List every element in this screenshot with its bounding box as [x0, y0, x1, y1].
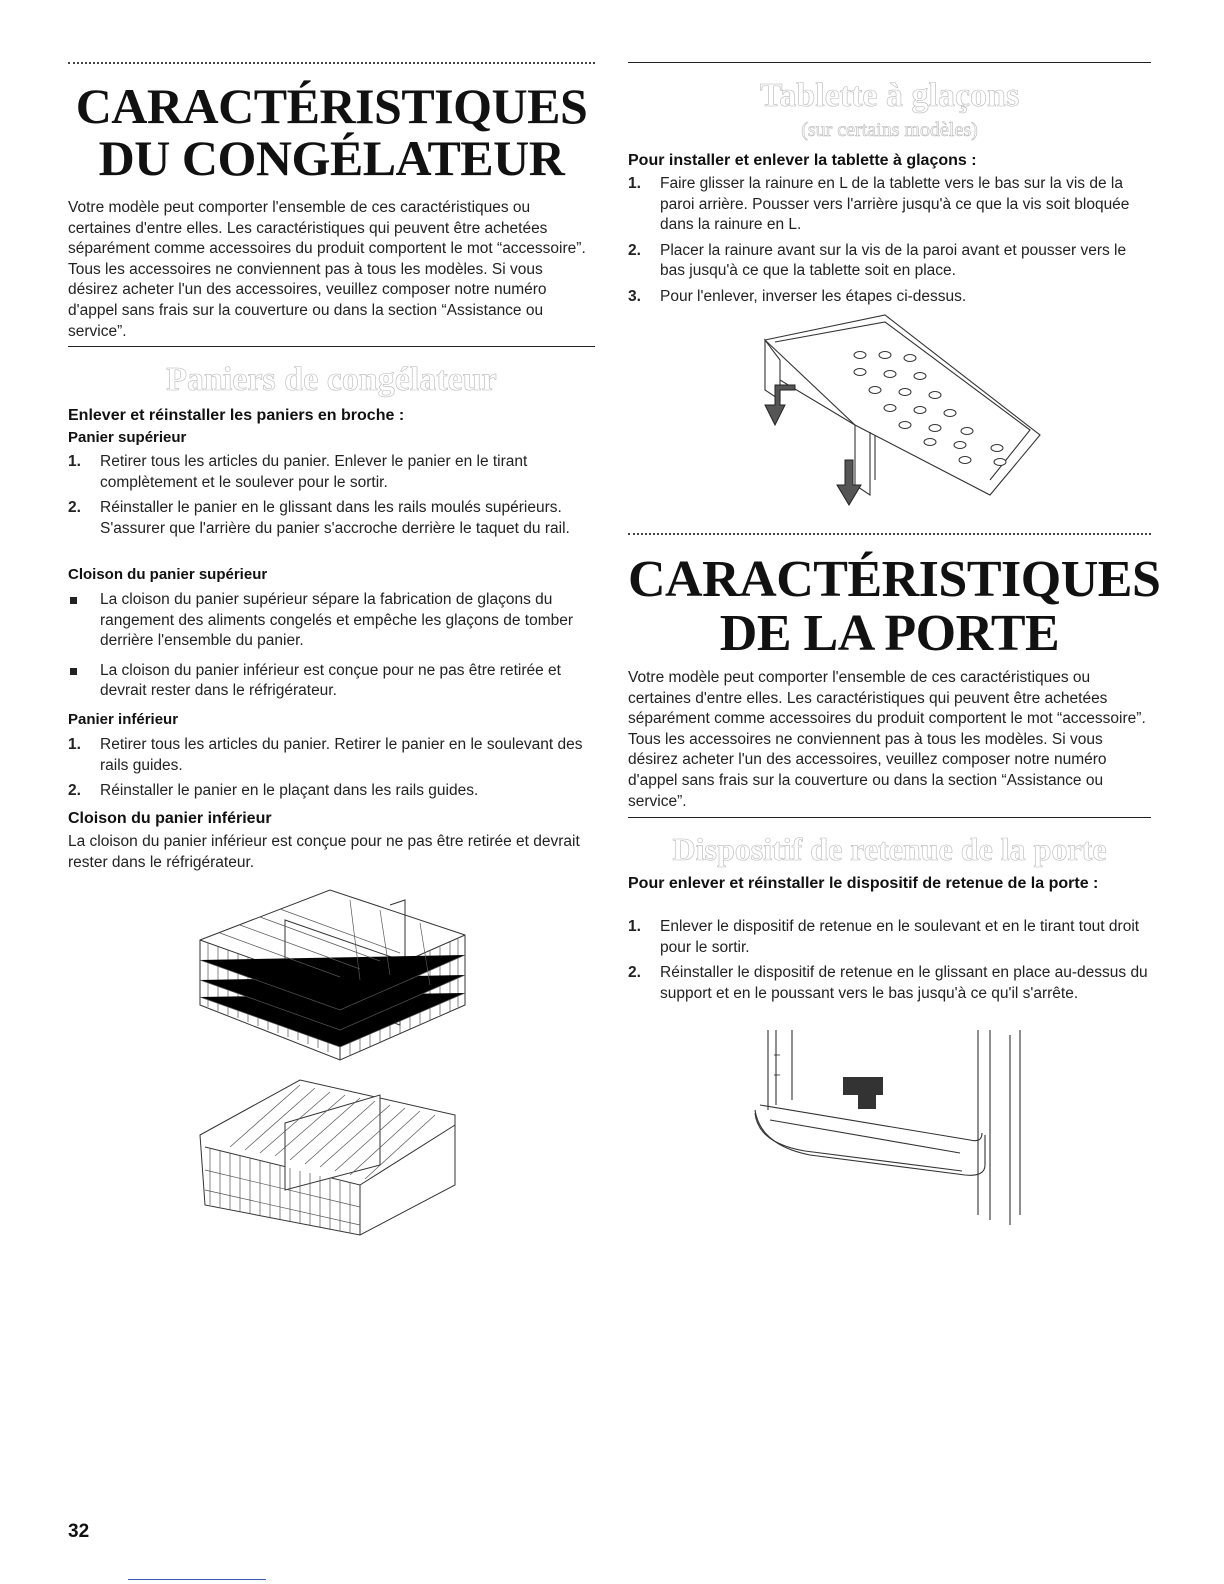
ice-shelf-illustration — [735, 310, 1050, 510]
top-dotted-rule — [68, 62, 595, 64]
lower-divider-text: La cloison du panier inférieur est conçue pour ne pas être retirée et devrait rester dans le réfrigérateur. — [68, 833, 580, 871]
freezer-baskets-heading: Paniers de congélateur — [166, 361, 497, 398]
section-rule — [628, 817, 1151, 818]
list-item: 3. Pour l'enlever, inverser les étapes ci-dessus. — [628, 287, 967, 305]
list-item: 2. Réinstaller le panier en le plaçant dans les rails guides. — [68, 782, 479, 800]
bullet-icon — [70, 597, 77, 604]
door-retainer-illustration — [750, 1025, 1030, 1230]
lower-basket-title: Panier inférieur — [68, 711, 179, 728]
section-rule — [628, 62, 1151, 63]
door-retainer-heading: Dispositif de retenue de la porte — [672, 831, 1107, 867]
wire-baskets-illustration — [190, 885, 480, 1245]
list-item: 1. Enlever le dispositif de retenue en le soulevant et en le tirant tout droit pour le sortir. — [628, 918, 1140, 956]
bullet-icon — [70, 668, 77, 675]
list-item: 2. Réinstaller le panier en le glissant dans les rails moulés supérieurs. S'assurer que l'arrière du panier s'accroche derrière le taquet du rail. — [68, 499, 570, 537]
door-retainer-instruction-title: Pour enlever et réinstaller le dispositif de retenue de la porte : — [628, 875, 1099, 892]
upper-divider-title: Cloison du panier supérieur — [68, 566, 268, 583]
lower-basket-steps — [68, 735, 595, 807]
list-item: 1. Faire glisser la rainure en L de la tablette vers le bas sur la vis de la paroi arrière. Pousser vers l'arrière jusqu'à ce que la vis soit bloquée dans la rainure en L. — [628, 175, 1130, 234]
list-item: La cloison du panier inférieur est conçue pour ne pas être retirée et devrait rester dans le réfrigérateur. — [68, 661, 595, 702]
ice-shelf-heading: Tablette à glaçons — [759, 77, 1020, 114]
door-features-title: CARACTÉRISTIQUES DE LA PORTE — [628, 551, 1161, 662]
list-item: 1. Retirer tous les articles du panier. Retirer le panier en le soulevant des rails guides. — [68, 736, 583, 774]
freezer-intro: Votre modèle peut comporter l'ensemble de ces caractéristiques ou certaines d'entre elles. Les caractéristiques qui peuvent être achetées séparément comme accessoires du produit comportent le mot “accessoire”. Tous les accessoires ne conviennent pas à tous les modèles. Si vous désirez acheter l'un des accessoires, veuillez composer notre numéro d'appel sans frais sur la couverture ou dans la section “Assistance ou service”. — [68, 199, 586, 340]
list-item: 1. Retirer tous les articles du panier. Enlever le panier en le tirant complètement et le soulever pour le sortir. — [68, 453, 528, 491]
door-intro: Votre modèle peut comporter l'ensemble de ces caractéristiques ou certaines d'entre elles. Les caractéristiques qui peuvent être achetées séparément comme accessoires du produit comportent le mot “accessoire”. Tous les accessoires ne conviennent pas à tous les modèles. Si vous désirez acheter l'un des accessoires, veuillez composer notre numéro d'appel sans frais sur la couverture ou dans la section “Assistance ou service”. — [628, 669, 1146, 810]
ice-shelf-subheading: (sur certains modèles) — [801, 119, 978, 141]
upper-basket-title: Panier supérieur — [68, 429, 187, 446]
page-number: 32 — [68, 1521, 90, 1542]
list-item: 2. Placer la rainure avant sur la vis de la paroi avant et pousser vers le bas jusqu'à ce que la tablette soit en place. — [628, 241, 1127, 280]
ice-shelf-steps — [628, 174, 1151, 313]
freezer-features-title: CARACTÉRISTIQUES DU CONGÉLATEUR — [75, 78, 588, 186]
door-retainer-steps — [628, 917, 1151, 1009]
baskets-instruction-title: Enlever et réinstaller les paniers en broche : — [68, 407, 405, 424]
door-dotted-rule — [628, 533, 1151, 535]
list-item: La cloison du panier supérieur sépare la fabrication de glaçons du rangement des aliments congelés et empêche les glaçons de tomber derrière l'ensemble du panier. — [68, 590, 595, 652]
upper-divider-bullets — [68, 590, 595, 707]
upper-basket-steps — [68, 452, 595, 544]
list-item: 2. Réinstaller le dispositif de retenue en le glissant en place au-dessus du support et en le poussant vers le bas jusqu'à ce qu'il s'arrête. — [628, 964, 1148, 1002]
section-rule — [68, 346, 595, 347]
lower-divider-title: Cloison du panier inférieur — [68, 810, 272, 827]
ice-shelf-instruction-title: Pour installer et enlever la tablette à glaçons : — [628, 152, 977, 169]
footer-line — [128, 1579, 266, 1580]
